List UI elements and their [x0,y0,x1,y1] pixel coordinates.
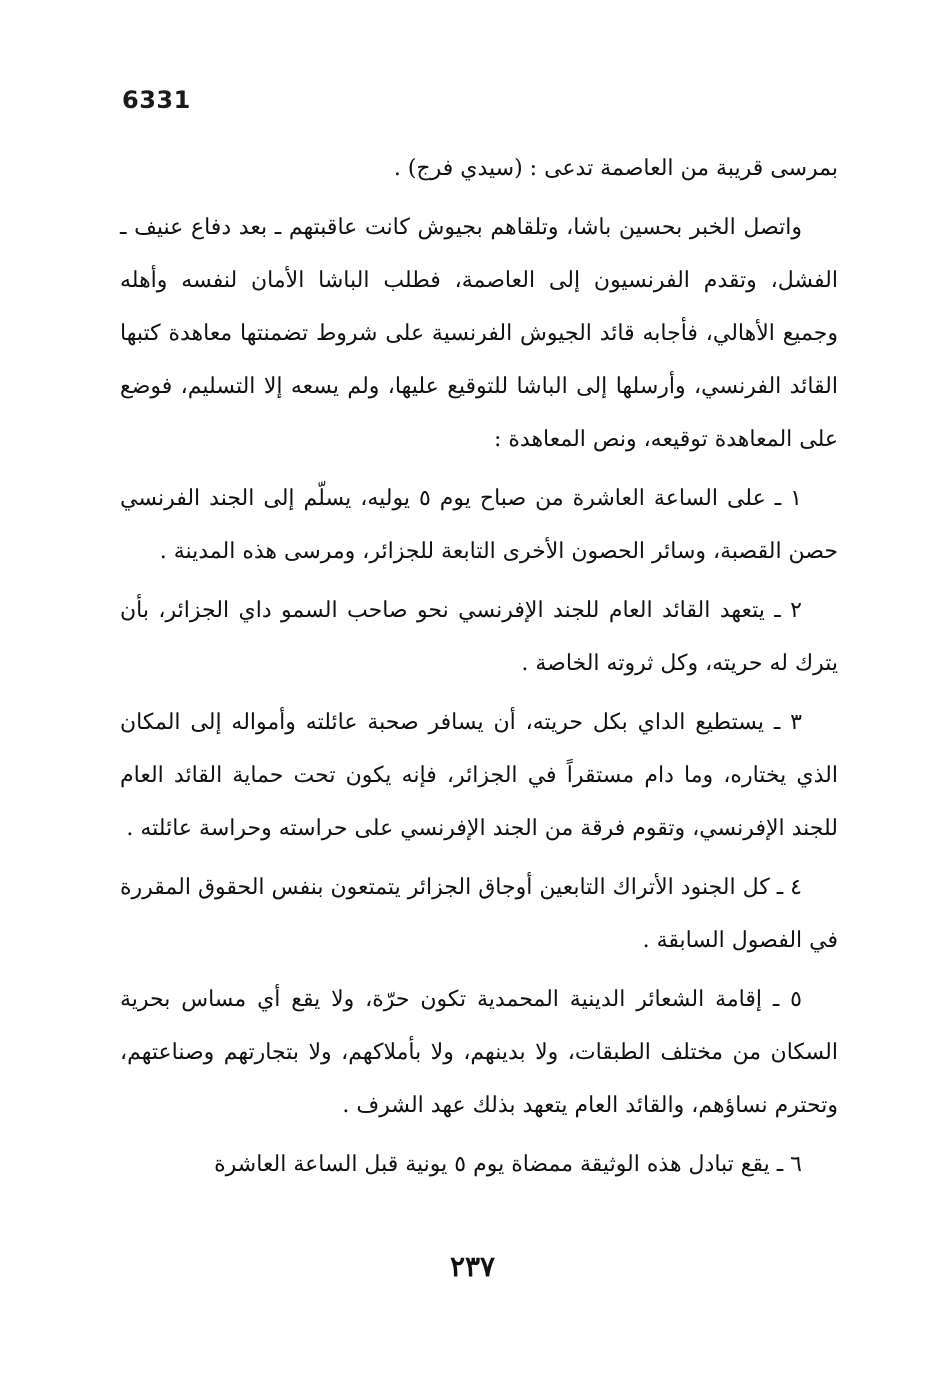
treaty-clause-4: ٤ ـ كل الجنود الأتراك التابعين أوجاق الجزائر يتمتعون بنفس الحقوق المقررة في الفصول السابقة . [120,875,838,953]
page-reference-number: 6331 [122,86,191,114]
paragraph-opening-line: بمرسى قريبة من العاصمة تدعى : (سيدي فرج) . [393,156,838,181]
body-text [120,142,838,1197]
treaty-clause-1: ١ ـ على الساعة العاشرة من صباح يوم ٥ يوليه، يسلّم إلى الجند الفرنسي حصن القصبة، وسائر الحصون الأخرى التابعة للجزائر، ومرسى هذه المدينة . [120,486,838,564]
page-number-footer: ٢٣٧ [449,1250,496,1283]
treaty-clause-3: ٣ ـ يستطيع الداي بكل حريته، أن يسافر صحبة عائلته وأمواله إلى المكان الذي يختاره، وما دام مستقراً في الجزائر، فإنه يكون تحت حماية القائد العام للجند الإفرنسي، وتقوم فرقة من الجند الإفرنسي على حراسته وحراسة عائلته . [120,710,838,841]
treaty-clause-6: ٦ ـ يقع تبادل هذه الوثيقة ممضاة يوم ٥ يونية قبل الساعة العاشرة [214,1152,802,1177]
paragraph-narrative: واتصل الخبر بحسين باشا، وتلقاهم بجيوش كانت عاقبتهم ـ بعد دفاع عنيف ـ الفشل، وتقدم الفرنسيون إلى العاصمة، فطلب الباشا الأمان لنفسه وأهله وجميع الأهالي، فأجابه قائد الجيوش الفرنسية على شروط تضمنتها معاهدة كتبها القائد الفرنسي، وأرسلها إلى الباشا للتوقيع عليها، ولم يسعه إلا التسليم، فوضع على المعاهدة توقيعه، ونص المعاهدة : [120,215,838,452]
treaty-clause-5: ٥ ـ إقامة الشعائر الدينية المحمدية تكون حرّة، ولا يقع أي مساس بحرية السكان من مختلف الطبقات، ولا بدينهم، ولا بأملاكهم، ولا بتجارتهم وصناعتهم، وتحترم نساؤهم، والقائد العام يتعهد بذلك عهد الشرف . [120,987,838,1118]
treaty-clause-2: ٢ ـ يتعهد القائد العام للجند الإفرنسي نحو صاحب السمو داي الجزائر، بأن يترك له حريته، وكل ثروته الخاصة . [120,598,838,676]
